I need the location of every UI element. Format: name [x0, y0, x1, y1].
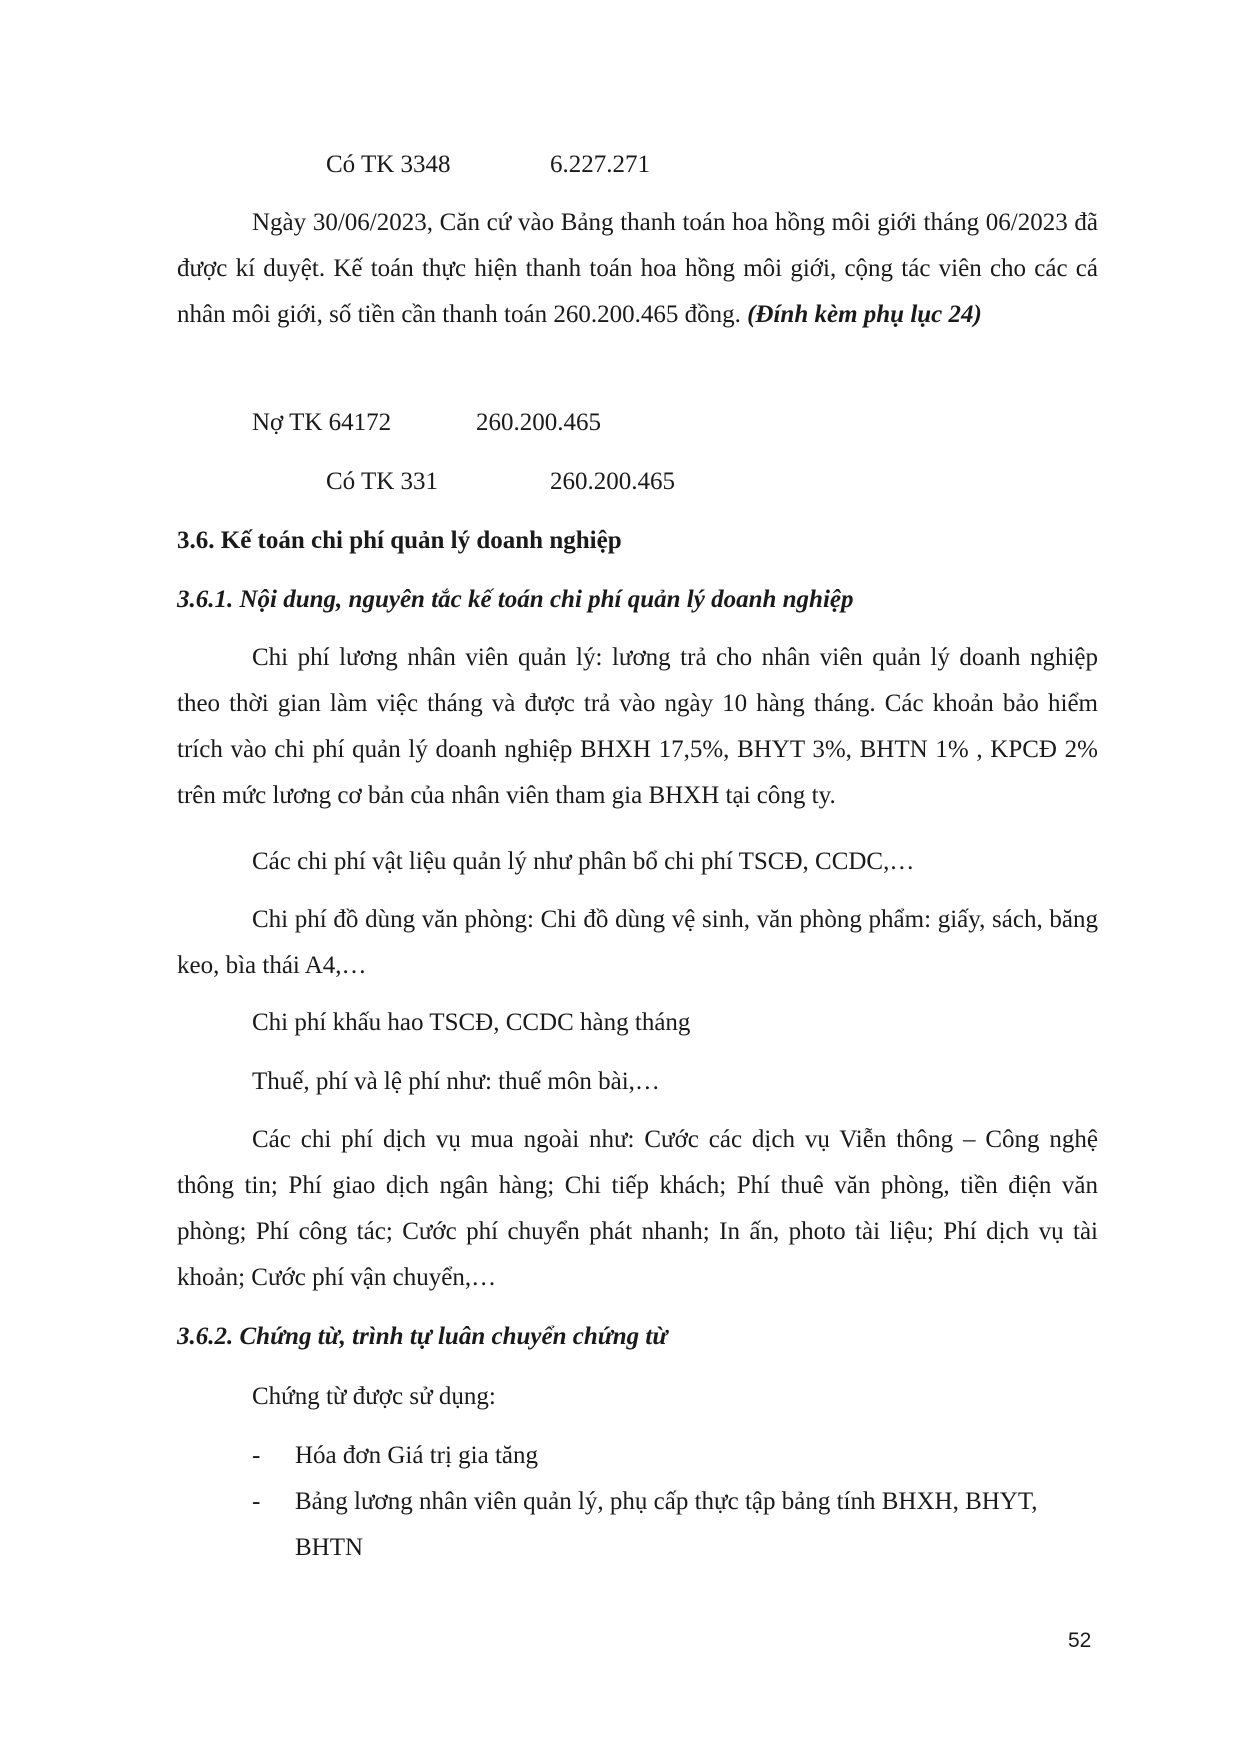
paragraph-taxes-fees: Thuế, phí và lệ phí như: thuế môn bài,… — [252, 1068, 660, 1095]
paragraph-material-cost: Các chi phí vật liệu quản lý như phân bổ chi phí TSCĐ, CCDC,… — [252, 848, 915, 875]
page-number: 52 — [1068, 1629, 1092, 1652]
paragraph-commission-payment — [177, 200, 1098, 338]
top-entry-amount: 6.227.271 — [550, 151, 650, 178]
section-heading-3-6: 3.6. Kế toán chi phí quản lý doanh nghiệp — [177, 527, 622, 554]
paragraph-commission-text: Ngày 30/06/2023, Căn cứ vào Bảng thanh toán hoa hồng môi giới tháng 06/2023 đã được kí duyệt. Kế toán thực hiện thanh toán hoa hồng môi giới, cộng tác viên cho các cá nhân môi giới, số tiền cần thanh toán 260.200.465 đồng. — [177, 209, 1098, 328]
debit-entry-account: Nợ TK 64172 — [252, 409, 392, 436]
list-item-payroll: Bảng lương nhân viên quản lý, phụ cấp thực tập bảng tính BHXH, BHYT, BHTN — [295, 1488, 1038, 1561]
documents-intro: Chứng từ được sử dụng: — [252, 1383, 496, 1410]
paragraph-external-services: Các chi phí dịch vụ mua ngoài như: Cước các dịch vụ Viễn thông – Công nghệ thông tin; Phí giao dịch ngân hàng; Chi tiếp khách; Phí thuê văn phòng, tiền điện văn phòng; Phí công tác; Cước phí chuyển phát nhanh; In ấn, photo tài liệu; Phí dịch vụ tài khoản; Cước phí vận chuyển,… — [177, 1126, 1098, 1291]
credit-entry-amount: 260.200.465 — [550, 468, 675, 495]
credit-entry-account: Có TK 331 — [326, 468, 439, 495]
list-bullet: - — [252, 1442, 261, 1469]
paragraph-office-supplies: Chi phí đồ dùng văn phòng: Chi đồ dùng vệ sinh, văn phòng phẩm: giấy, sách, băng keo, bìa thái A4,… — [177, 906, 1098, 979]
list-item-vat-invoice: Hóa đơn Giá trị gia tăng — [295, 1442, 539, 1469]
debit-entry-amount: 260.200.465 — [476, 409, 601, 436]
top-entry-account: Có TK 3348 — [326, 151, 451, 178]
section-heading-3-6-2: 3.6.2. Chứng từ, trình tự luân chuyển chứng từ — [177, 1323, 668, 1350]
section-heading-3-6-1: 3.6.1. Nội dung, nguyên tắc kế toán chi phí quản lý doanh nghiệp — [177, 586, 854, 613]
attachment-reference: (Đính kèm phụ lục 24) — [747, 301, 982, 328]
paragraph-depreciation: Chi phí khấu hao TSCĐ, CCDC hàng tháng — [252, 1009, 691, 1036]
paragraph-salary-cost: Chi phí lương nhân viên quản lý: lương trả cho nhân viên quản lý doanh nghiệp theo thời gian làm việc tháng và được trả vào ngày 10 hàng tháng. Các khoản bảo hiểm trích vào chi phí quản lý doanh nghiệp BHXH 17,5%, BHYT 3%, BHTN 1% , KPCĐ 2% trên mức lương cơ bản của nhân viên tham gia BHXH tại công ty. — [177, 644, 1098, 809]
list-bullet: - — [252, 1488, 261, 1515]
